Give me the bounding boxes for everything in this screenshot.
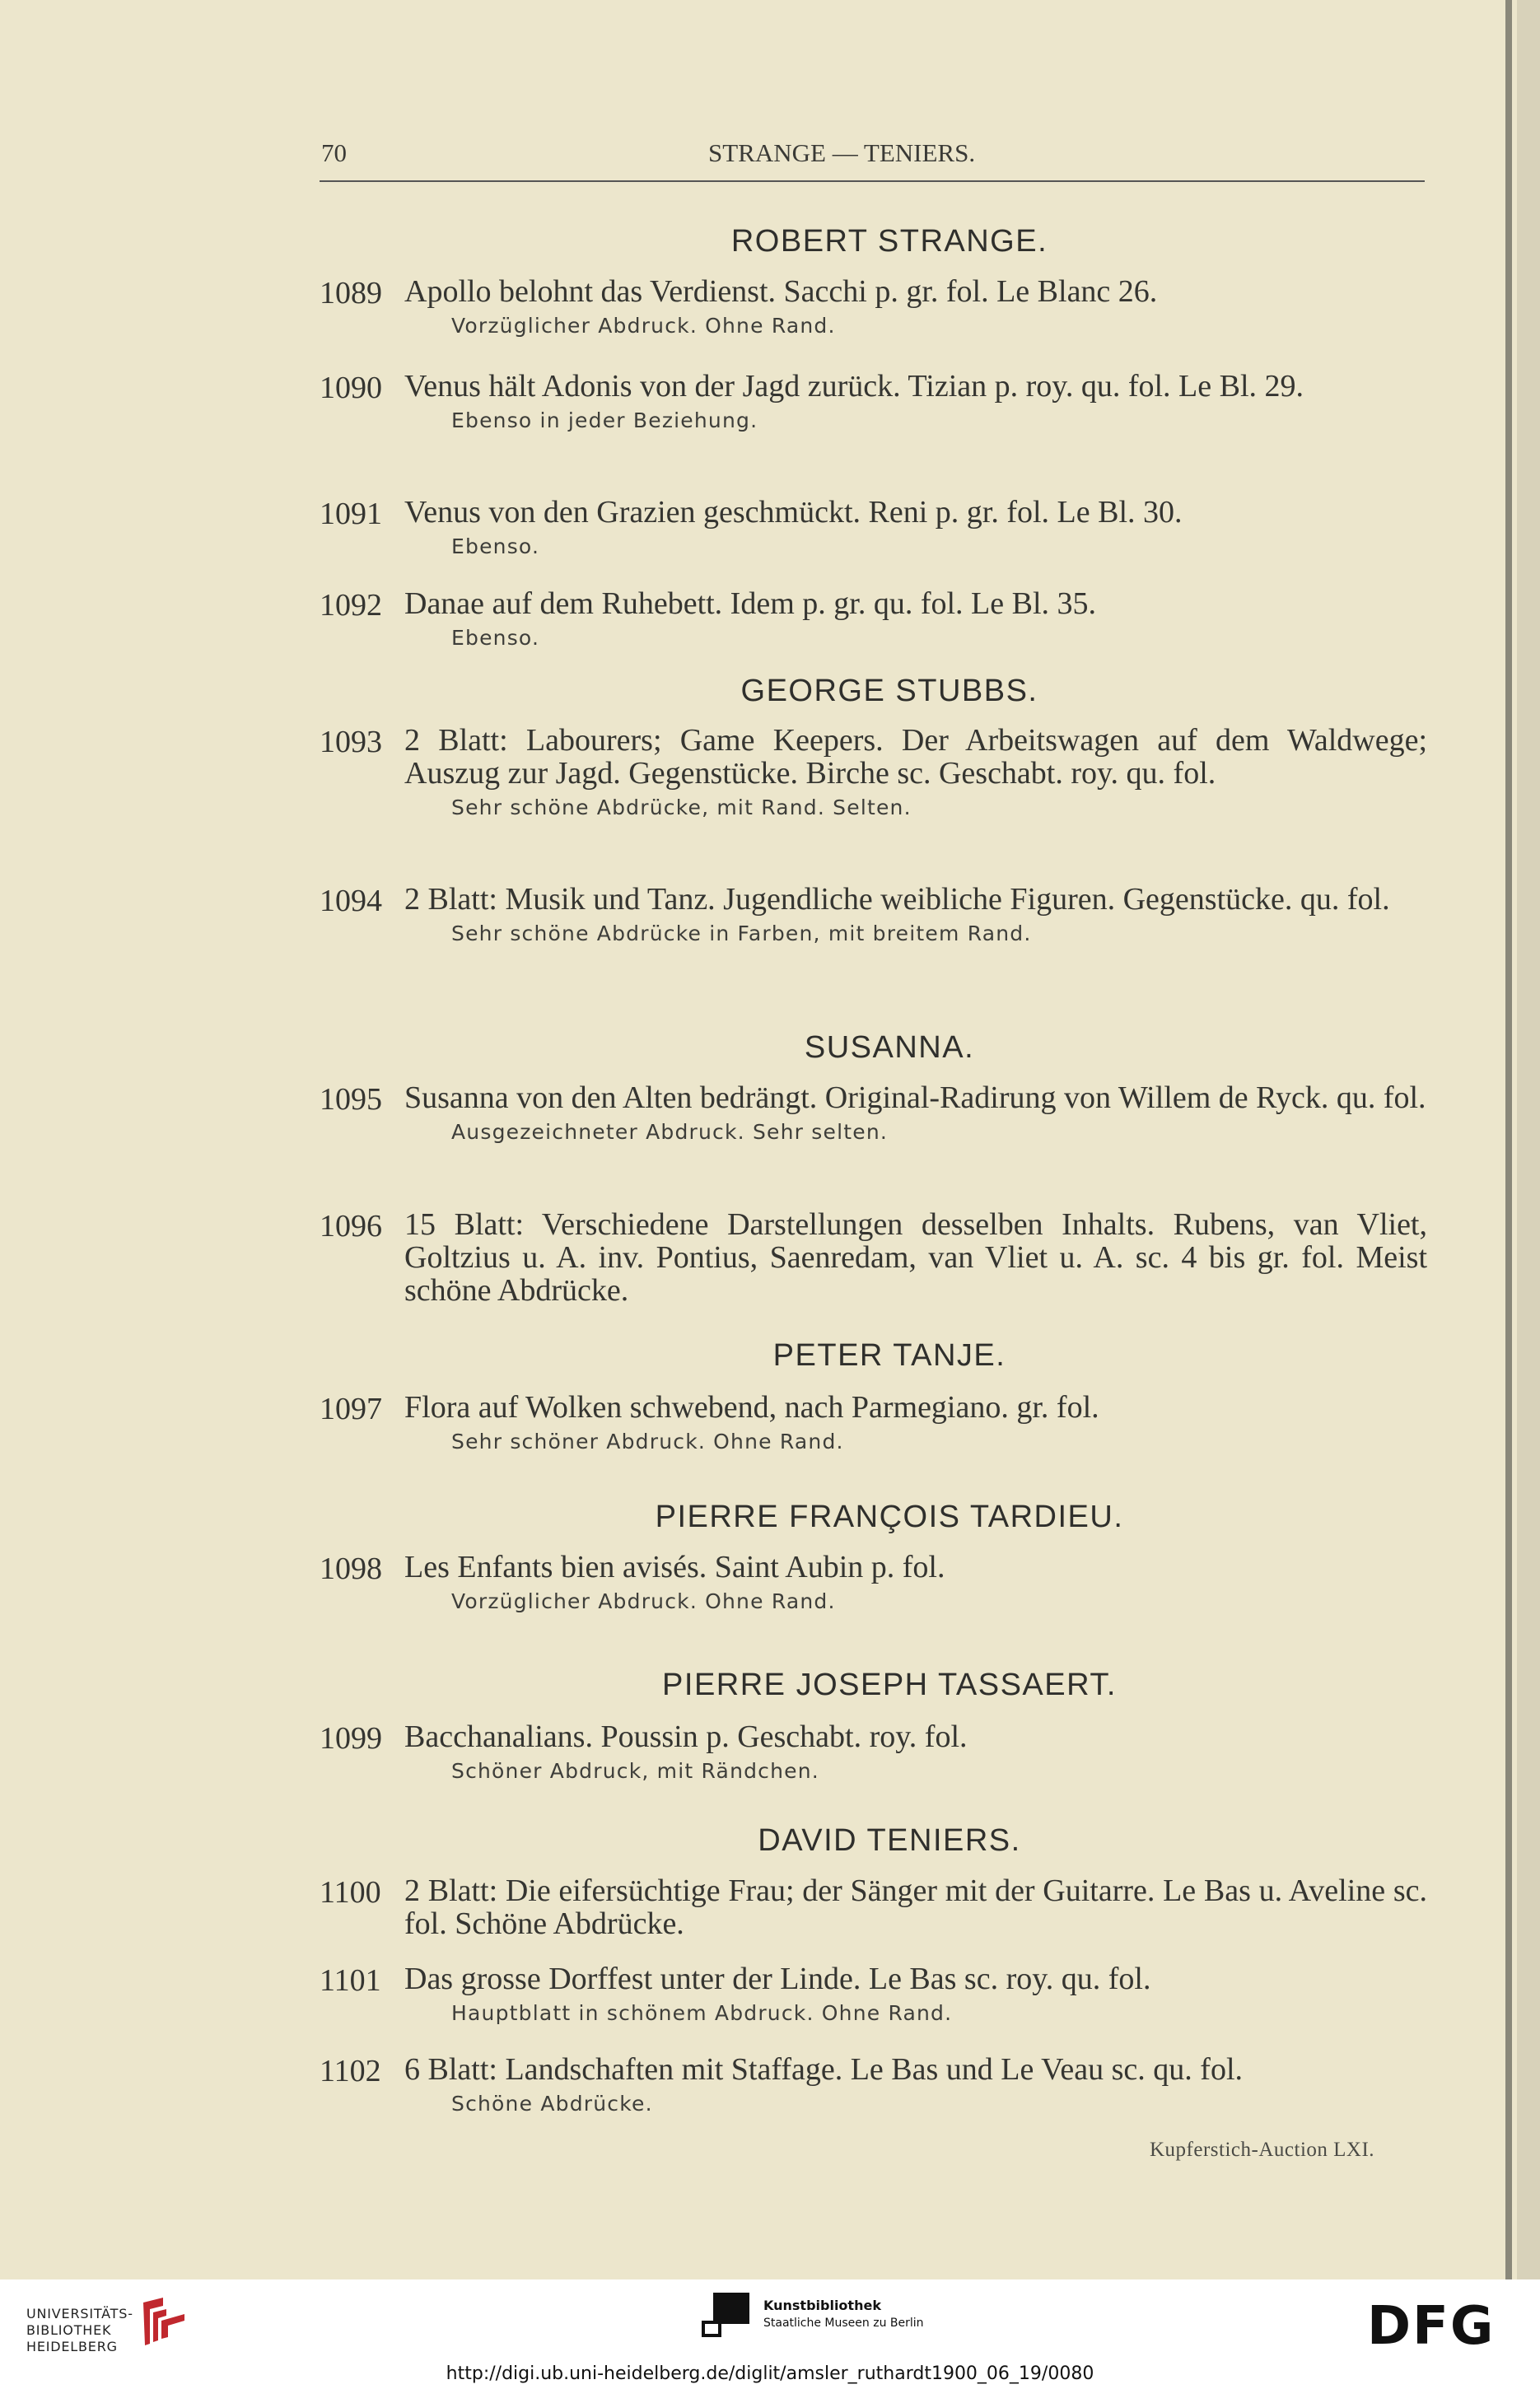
running-title: STRANGE — TENIERS. bbox=[708, 138, 976, 167]
entry-text: 15 Blatt: Verschiedene Darstellungen desselben Inhalts. Rubens, van Vliet, Goltzius u. A. inv. Pontius, Saenredam, van Vliet u. A. sc. 4 bis gr. fol. Meist schöne Abdrücke. bbox=[404, 1207, 1427, 1308]
entry-note: Sehr schöner Abdruck. Ohne Rand. bbox=[451, 1430, 844, 1453]
library-title[interactable]: Kunstbibliothek bbox=[763, 2298, 881, 2313]
entry-number: 1093 bbox=[320, 725, 382, 759]
university-line: UNIVERSITÄTS- bbox=[26, 2306, 133, 2321]
section-heading: PIERRE JOSEPH TASSAERT. bbox=[662, 1668, 1117, 1702]
entry-number: 1102 bbox=[320, 2054, 381, 2088]
entry-text: Das grosse Dorffest unter der Linde. Le Bas sc. roy. qu. fol. bbox=[404, 1962, 1151, 1996]
catalog-entry bbox=[320, 275, 1427, 338]
university-line: BIBLIOTHEK bbox=[26, 2322, 112, 2338]
entry-number: 1100 bbox=[320, 1875, 381, 1910]
catalog-entry bbox=[320, 370, 1427, 432]
entry-number: 1092 bbox=[320, 588, 382, 623]
entry-note: Schöner Abdruck, mit Rändchen. bbox=[451, 1759, 819, 1783]
entry-note: Ebenso. bbox=[451, 626, 540, 650]
entry-note: Ausgezeichneter Abdruck. Sehr selten. bbox=[451, 1120, 889, 1144]
permalink-url[interactable]: http://digi.ub.uni-heidelberg.de/diglit/amsler_ruthardt1900_06_19/0080 bbox=[446, 2363, 1094, 2384]
entry-number: 1097 bbox=[320, 1392, 382, 1426]
entry-number: 1101 bbox=[320, 1963, 381, 1998]
page-number: 70 bbox=[321, 138, 347, 167]
catalog-entry bbox=[320, 1551, 1427, 1613]
library-subtitle: Staatliche Museen zu Berlin bbox=[763, 2317, 924, 2330]
entry-text: 2 Blatt: Die eifersüchtige Frau; der Sänger mit der Guitarre. Le Bas u. Aveline sc. fol. Schöne Abdrücke. bbox=[404, 1873, 1427, 1941]
university-line: HEIDELBERG bbox=[26, 2339, 118, 2354]
entry-text: Venus hält Adonis von der Jagd zurück. Tizian p. roy. qu. fol. Le Bl. 29. bbox=[404, 369, 1304, 404]
catalog-entry bbox=[320, 1874, 1427, 1940]
entry-note: Sehr schöne Abdrücke, mit Rand. Selten. bbox=[451, 796, 912, 819]
entry-note: Vorzüglicher Abdruck. Ohne Rand. bbox=[451, 314, 836, 338]
entry-text: Flora auf Wolken schwebend, nach Parmegiano. gr. fol. bbox=[404, 1390, 1099, 1425]
entry-number: 1091 bbox=[320, 497, 382, 531]
entry-note: Sehr schöne Abdrücke in Farben, mit breitem Rand. bbox=[451, 922, 1032, 945]
entry-text: Susanna von den Alten bedrängt. Original-Radirung von Willem de Ryck. qu. fol. bbox=[404, 1080, 1426, 1115]
catalog-entry bbox=[320, 1208, 1427, 1307]
entry-text: Les Enfants bien avisés. Saint Aubin p. fol. bbox=[404, 1550, 945, 1584]
kunstbibliothek-logo-icon[interactable] bbox=[698, 2293, 751, 2340]
entry-number: 1095 bbox=[320, 1082, 382, 1117]
catalog-entry bbox=[320, 1962, 1427, 2025]
entry-number: 1090 bbox=[320, 371, 382, 405]
heidelberg-library-logo-icon[interactable] bbox=[138, 2296, 189, 2349]
catalog-entry bbox=[320, 1081, 1427, 1144]
entry-number: 1096 bbox=[320, 1209, 382, 1243]
dfg-logo[interactable]: DFG bbox=[1367, 2296, 1496, 2357]
entry-text: Apollo belohnt das Verdienst. Sacchi p. gr. fol. Le Blanc 26. bbox=[404, 274, 1158, 309]
university-library-name[interactable] bbox=[26, 2306, 133, 2355]
entry-number: 1099 bbox=[320, 1721, 382, 1756]
entry-text: 6 Blatt: Landschaften mit Staffage. Le Bas und Le Veau sc. qu. fol. bbox=[404, 2052, 1244, 2087]
section-heading: DAVID TENIERS. bbox=[758, 1823, 1021, 1858]
header-rule bbox=[320, 180, 1425, 182]
entry-number: 1089 bbox=[320, 276, 382, 310]
entry-text: 2 Blatt: Musik und Tanz. Jugendliche weibliche Figuren. Gegenstücke. qu. fol. bbox=[404, 882, 1390, 917]
catalog-entry bbox=[320, 1391, 1427, 1453]
catalog-entry bbox=[320, 1720, 1427, 1783]
section-heading: PETER TANJE. bbox=[772, 1338, 1006, 1373]
entry-text: Bacchanalians. Poussin p. Geschabt. roy. fol. bbox=[404, 1719, 968, 1754]
entry-note: Vorzüglicher Abdruck. Ohne Rand. bbox=[451, 1589, 836, 1613]
section-heading: GEORGE STUBBS. bbox=[740, 674, 1038, 708]
entry-number: 1094 bbox=[320, 884, 382, 918]
auction-signature: Kupferstich-Auction LXI. bbox=[1150, 2139, 1375, 2161]
page-gutter-shadow bbox=[1505, 0, 1512, 2279]
entry-note: Schöne Abdrücke. bbox=[451, 2092, 653, 2116]
entry-text: Danae auf dem Ruhebett. Idem p. gr. qu. fol. Le Bl. 35. bbox=[404, 586, 1097, 621]
section-heading: SUSANNA. bbox=[804, 1030, 975, 1065]
catalog-entry bbox=[320, 2053, 1427, 2116]
entry-number: 1098 bbox=[320, 1551, 382, 1586]
entry-note: Ebenso. bbox=[451, 534, 540, 558]
entry-text: 2 Blatt: Labourers; Game Keepers. Der Arbeitswagen auf dem Waldwege; Auszug zur Jagd. Gegenstücke. Birche sc. Geschabt. roy. qu. fol. bbox=[404, 723, 1427, 791]
catalog-entry bbox=[320, 587, 1427, 650]
catalog-entry bbox=[320, 724, 1427, 819]
entry-text: Venus von den Grazien geschmückt. Reni p. gr. fol. Le Bl. 30. bbox=[404, 495, 1183, 530]
entry-note: Ebenso in jeder Beziehung. bbox=[451, 408, 758, 432]
catalog-entry bbox=[320, 883, 1427, 945]
entry-note: Hauptblatt in schönem Abdruck. Ohne Rand. bbox=[451, 2001, 953, 2025]
section-heading: ROBERT STRANGE. bbox=[730, 224, 1048, 259]
catalog-entry bbox=[320, 496, 1427, 558]
section-heading: PIERRE FRANÇOIS TARDIEU. bbox=[655, 1500, 1124, 1534]
page-edge bbox=[1517, 0, 1540, 2279]
